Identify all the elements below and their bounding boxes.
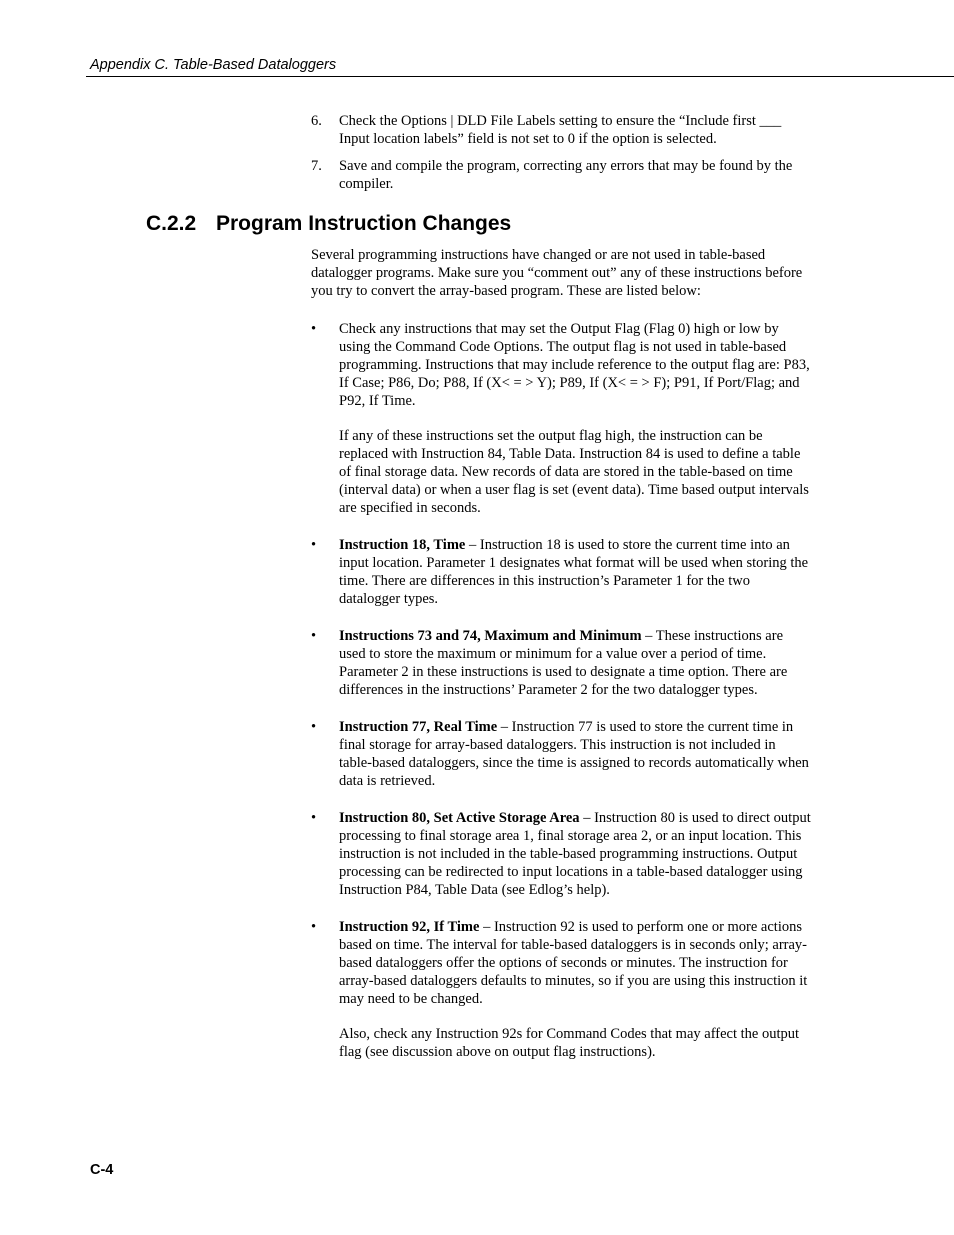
list-item-text: – These instructions are used to store the maximum or minimum for a value over a period of time. Parameter 2 in these instructions is used to designate a time option. There are differences in the instructions’ Parameter 2 for the two datalogger types. <box>339 628 788 698</box>
list-item <box>311 536 811 608</box>
list-item-paragraph <box>339 718 811 790</box>
bullet-glyph: • <box>311 810 317 826</box>
bullet-glyph: • <box>311 719 317 735</box>
list-item-extra: Also, check any Instruction 92s for Command Codes that may affect the output flag (see discussion above on output flag instructions). <box>339 1026 800 1060</box>
list-item-body <box>339 320 811 517</box>
list-item-paragraph <box>339 627 811 699</box>
section-heading <box>146 211 511 237</box>
list-item <box>311 718 811 790</box>
list-item-paragraph <box>339 536 811 608</box>
step-number: 7. <box>311 158 322 174</box>
step-text: Save and compile the program, correcting any errors that may be found by the compiler. <box>339 158 793 192</box>
list-item-paragraph <box>339 320 811 410</box>
running-header: Appendix C. Table-Based Dataloggers <box>90 57 337 73</box>
list-item <box>311 809 811 899</box>
section-intro: Several programming instructions have changed or are not used in table-based datalogger programs. Make sure you “comment out” any of these instructions before you try to convert the array-based program. These are listed below: <box>311 247 803 299</box>
instruction-name: Instruction 77, Real Time <box>339 719 498 735</box>
section-number: C.2.2 <box>146 212 197 235</box>
bullet-glyph: • <box>311 321 317 337</box>
list-item-body <box>339 718 811 790</box>
header-rule <box>86 76 954 77</box>
section-title: Program Instruction Changes <box>216 212 512 235</box>
bullet-glyph: • <box>311 919 317 935</box>
numbered-steps <box>311 112 811 202</box>
bullet-glyph: • <box>311 628 317 644</box>
instruction-name: Instruction 80, Set Active Storage Area <box>339 810 580 826</box>
list-item-body <box>339 918 811 1061</box>
list-item-text: – Instruction 92 is used to perform one or more actions based on time. The interval for table-based dataloggers is in seconds only; array-based dataloggers offer the options of seconds or minutes. The instruction for array-based dataloggers defaults to minutes, so if you are using this instruction it may need to be changed. <box>339 919 808 1007</box>
list-item-body <box>339 809 811 899</box>
list-item <box>311 627 811 699</box>
bullet-glyph: • <box>311 537 317 553</box>
list-item-text: Check any instructions that may set the Output Flag (Flag 0) high or low by using the Command Code Options. The output flag is not used in table-based programming. Instructions that may include reference to the output flag are: P83, If Case; P86, Do; P88, If (X< = > Y); P89, If (X< = > F); P91, If Port/Flag; and P92, If Time. <box>339 321 810 409</box>
list-item-body <box>339 536 811 608</box>
list-item-text: – Instruction 77 is used to store the current time in final storage for array-based dataloggers. This instruction is not included in table-based dataloggers, since the time is assigned to records automatically when data is retrieved. <box>339 719 809 789</box>
step-item <box>311 112 811 148</box>
instruction-name: Instruction 18, Time <box>339 537 466 553</box>
instruction-change-list <box>311 320 811 1080</box>
list-item-body <box>339 627 811 699</box>
list-item-text: – Instruction 18 is used to store the current time into an input location. Parameter 1 designates what format will be used when storing the time. There are differences in this instruction’s Parameter 1 for the two datalogger types. <box>339 537 809 607</box>
list-item-paragraph <box>339 809 811 899</box>
list-item <box>311 320 811 517</box>
list-item-paragraph <box>339 918 811 1008</box>
page-number: C-4 <box>90 1162 114 1178</box>
instruction-name: Instruction 92, If Time <box>339 919 480 935</box>
list-item-text: – Instruction 80 is used to direct output processing to final storage area 1, final storage area 2, or an input location. This instruction is not included in the table-based programming instructions. Output processing can be redirected to input locations in a table-based datalogger using Instruction P84, Table Data (see Edlog’s help). <box>339 810 811 898</box>
step-text: Check the Options | DLD File Labels setting to ensure the “Include first ___ Input location labels” field is not set to 0 if the option is selected. <box>339 113 782 147</box>
list-item <box>311 918 811 1061</box>
step-number: 6. <box>311 113 322 129</box>
instruction-name: Instructions 73 and 74, Maximum and Minimum <box>339 628 642 644</box>
step-item <box>311 157 811 193</box>
list-item-extra: If any of these instructions set the output flag high, the instruction can be replaced with Instruction 84, Table Data. Instruction 84 is used to define a table of final storage data. New records of data are stored in the table-based on time (interval data) or when a user flag is set (event data). Time based output intervals are specified in seconds. <box>339 428 809 516</box>
